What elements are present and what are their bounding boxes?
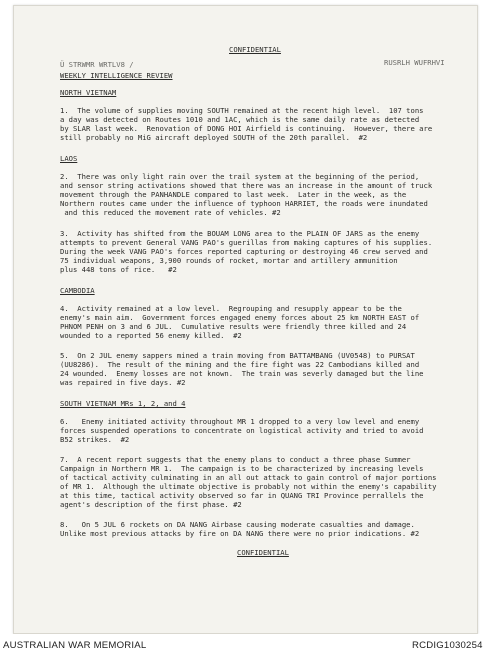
paragraph-line: During the week VANG PAO's forces reported capturing or destroying 46 crew served and <box>60 247 428 256</box>
footer-archive-name: AUSTRALIAN WAR MEMORIAL <box>3 640 147 651</box>
paragraph-line: 2. There was only light rain over the trail system at the beginning of the period, <box>60 172 420 181</box>
paragraph-line: and this reduced the movement rate of vehicles. #2 <box>60 208 281 217</box>
paragraph-line: B52 strikes. #2 <box>60 435 130 444</box>
paragraph-line: 8. On 5 JUL 6 rockets on DA NANG Airbase causing moderate casualties and damage. <box>60 520 415 529</box>
paragraph-line: still probably no MiG aircraft deployed SOUTH of the 20th parallel. #2 <box>60 133 368 142</box>
paragraph-line: (UU8286). The result of the mining and the fire fight was 22 Cambodians killed and <box>60 360 420 369</box>
paragraph-line: Northern routes came under the influence of typhoon HARRIET, the roads were inundated <box>60 199 428 208</box>
paragraph-line: 3. Activity has shifted from the BOUAM LONG area to the PLAIN OF JARS as the enemy <box>60 229 420 238</box>
section-heading-laos: LAOS <box>60 154 78 163</box>
paragraph-line: 75 individual weapons, 3,900 rounds of rocket, mortar and artillery ammunition <box>60 256 398 265</box>
paragraph-line: by SLAR last week. Renovation of DONG HOI Airfield is continuing. However, there are <box>60 124 433 133</box>
paragraph-line: 6. Enemy initiated activity throughout MR 1 dropped to a very low level and enemy <box>60 417 420 426</box>
classification-bottom: CONFIDENTIAL <box>237 548 289 557</box>
reference-right: RUSRLH WUFRHVI <box>384 58 445 67</box>
paragraph-line: Campaign in Northern MR 1. The campaign is to be characterized by increasing levels <box>60 464 424 473</box>
section-heading-cambodia: CAMBODIA <box>60 286 95 295</box>
reference-left: Ü STRWMR WRTLV8 / <box>60 60 134 69</box>
paragraph-line: wounded to a reported 56 enemy killed. #2 <box>60 331 242 340</box>
paragraph-line: 7. A recent report suggests that the enemy plans to conduct a three phase Summer <box>60 455 411 464</box>
paragraph-line: attempts to prevent General VANG PAO's guerillas from making captures of his supplies. <box>60 238 433 247</box>
section-heading-south-vietnam: SOUTH VIETNAM MRs 1, 2, and 4 <box>60 399 186 408</box>
paragraph-line: 5. On 2 JUL enemy sappers mined a train moving from BATTAMBANG (UV0548) to PURSAT <box>60 351 415 360</box>
classification-top: CONFIDENTIAL <box>229 45 281 54</box>
paragraph-line: agent's description of the first phase. #2 <box>60 500 242 509</box>
paragraph-line: a day was detected on Routes 1010 and 1AC, which is the same daily rate as detected <box>60 115 420 124</box>
paragraph-line: 1. The volume of supplies moving SOUTH remained at the recent high level. 107 tons <box>60 106 424 115</box>
paragraph-line: PHNOM PENH on 3 and 6 JUL. Cumulative results were friendly three killed and 24 <box>60 322 407 331</box>
paragraph-line: plus 448 tons of rice. #2 <box>60 265 177 274</box>
footer-record-id: RCDIG1030254 <box>412 640 483 651</box>
paragraph-line: of MR 1. Although the ultimate objective is probably not within the enemy's capability <box>60 482 437 491</box>
paragraph-line: at this time, tactical activity observed so far in QUANG TRI Province perrallels the <box>60 491 424 500</box>
section-heading-north-vietnam: NORTH VIETNAM <box>60 88 117 97</box>
document-title: WEEKLY INTELLIGENCE REVIEW <box>60 71 173 80</box>
paragraph-line: movement through the PANHANDLE compared to last week. Later in the week, as the <box>60 190 407 199</box>
paragraph-line: was repaired in five days. #2 <box>60 378 186 387</box>
paragraph-line: Unlike most previous attacks by fire on DA NANG there were no prior indications. #2 <box>60 529 420 538</box>
paragraph-line: 4. Activity remained at a low level. Regrouping and resupply appear to be the <box>60 304 402 313</box>
paragraph-line: forces suspended operations to concentrate on logistical activity and tried to avoid <box>60 426 424 435</box>
paragraph-line: and sensor string activations showed that there was an increase in the amount of truck <box>60 181 433 190</box>
paragraph-line: 24 wounded. Enemy losses are not known. The train was severly damaged but the line <box>60 369 424 378</box>
paragraph-line: of tactical activity culminating in an all out attack to gain control of major portions <box>60 473 437 482</box>
paragraph-line: enemy's main aim. Government forces engaged enemy forces about 25 km NORTH EAST of <box>60 313 420 322</box>
